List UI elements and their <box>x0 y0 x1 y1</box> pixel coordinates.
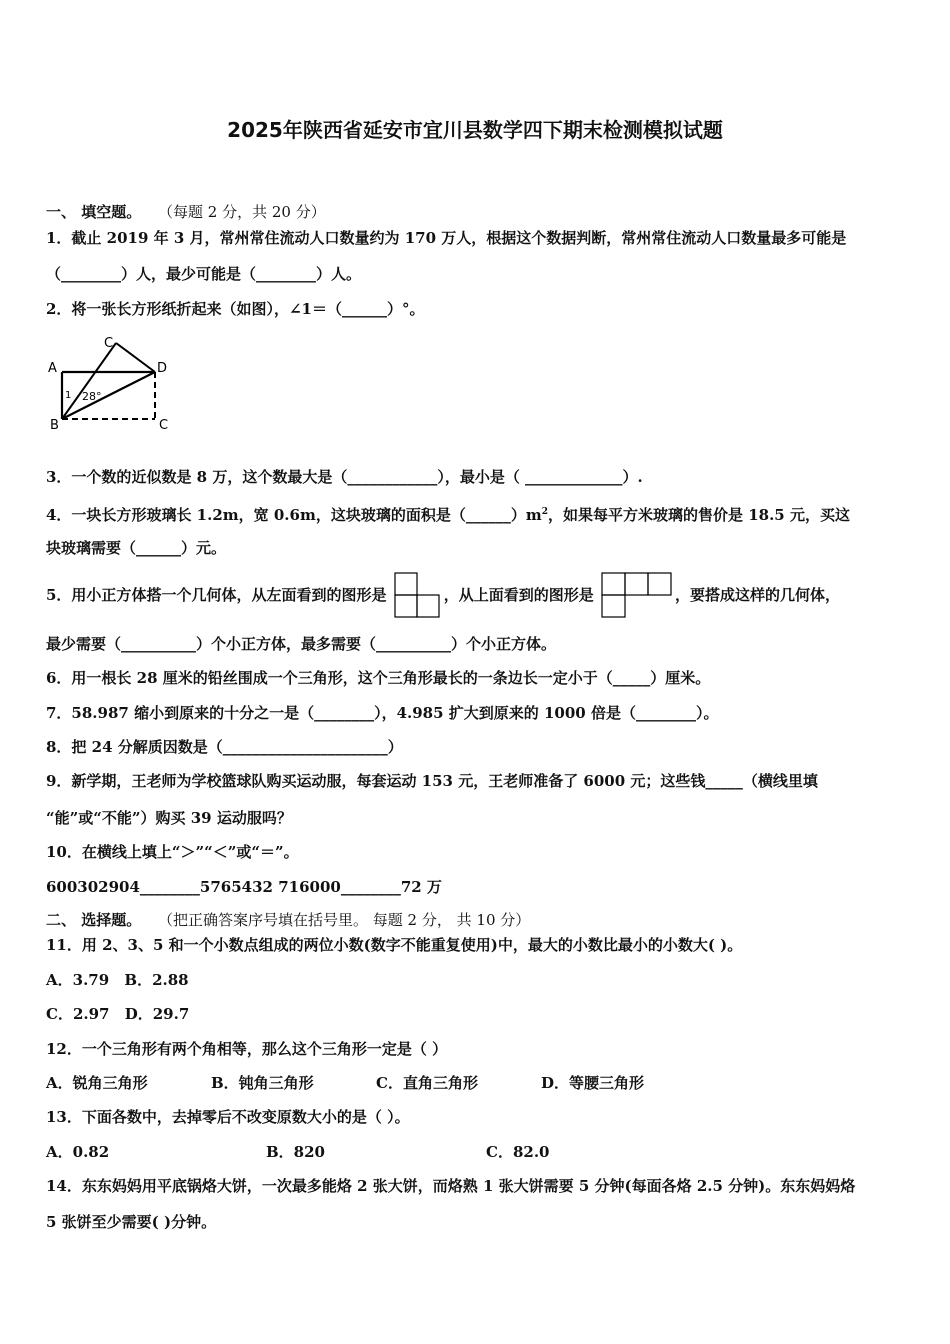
question-11-option-a[interactable]: A．3.79 <box>46 971 110 989</box>
question-11-option-b[interactable]: B．2.88 <box>124 971 189 989</box>
question-9-line-2: “能”或“不能”）购买 39 运动服吗？ <box>46 809 292 827</box>
section-2-title: 二、 选择题。 <box>46 911 142 929</box>
question-4-text-b: ，如果每平方米玻璃的售价是 18.5 元，买这 <box>547 506 850 524</box>
question-10: 10．在横线上填上“＞”“＜”或“＝”。 <box>46 843 299 861</box>
question-13-option-a[interactable]: A．0.82 <box>46 1143 110 1161</box>
question-5-line-1 <box>46 586 840 604</box>
figure-label-a: A <box>48 361 57 376</box>
figure-label-b: B <box>50 418 59 433</box>
question-11-options-row-2 <box>46 1005 189 1023</box>
question-5-part-2: ，从上面看到的图形是 <box>443 586 594 604</box>
question-13-option-c[interactable]: C．82.0 <box>486 1143 550 1161</box>
question-11: 11．用 2、3、5 和一个小数点组成的两位小数(数字不能重复使用)中，最大的小数比最小的小数大( )。 <box>46 936 743 954</box>
question-11-option-c[interactable]: C．2.97 <box>46 1005 110 1023</box>
question-9-line-1: 9．新学期，王老师为学校篮球队购买运动服，每套运动 153 元，王老师准备了 6000 元；这些钱_____（横线里填 <box>46 772 818 790</box>
question-12-option-c[interactable]: C．直角三角形 <box>376 1074 478 1092</box>
section-2-note: （把正确答案序号填在括号里。 每题 2 分， 共 10 分） <box>158 911 531 929</box>
question-11-options-row-1 <box>46 971 189 989</box>
question-5-part-3: ，要搭成这样的几何体， <box>674 586 840 604</box>
question-10-line-2: 600302904________5765432 716000________72 万 <box>46 878 442 896</box>
section-2-heading <box>46 911 530 929</box>
question-5-line-2: 最少需要（__________）个小正方体，最多需要（__________）个小正方体。 <box>46 635 557 653</box>
question-3: 3．一个数的近似数是 8 万，这个数最大是（____________），最小是（ _____________）. <box>46 468 643 486</box>
question-14-line-2: 5 张饼至少需要( )分钟。 <box>46 1213 217 1231</box>
question-4-line-1 <box>46 503 850 524</box>
question-12-option-a[interactable]: A．锐角三角形 <box>46 1074 148 1092</box>
folded-rectangle-figure <box>44 332 184 436</box>
figure-label-d: D <box>157 361 168 376</box>
question-12-option-d[interactable]: D．等腰三角形 <box>541 1074 645 1092</box>
question-12-options <box>46 1074 644 1092</box>
section-1-title: 一、 填空题。 <box>46 203 142 221</box>
question-1-line-1: 1．截止 2019 年 3 月，常州常住流动人口数量约为 170 万人，根据这个数据判断，常州常住流动人口数量最多可能是 <box>46 229 847 247</box>
question-5-part-1: 5．用小正方体搭一个几何体，从左面看到的图形是 <box>46 586 387 604</box>
question-11-option-d[interactable]: D．29.7 <box>124 1005 190 1023</box>
page-title: 2025年陕西省延安市宜川县数学四下期末检测模拟试题 <box>227 118 723 142</box>
question-13: 13．下面各数中，去掉零后不改变原数大小的是（ ）。 <box>46 1108 410 1126</box>
section-1-heading <box>46 203 326 221</box>
question-14-line-1: 14．东东妈妈用平底锅烙大饼，一次最多能烙 2 张大饼，而烙熟 1 张大饼需要 5 分钟(每面各烙 2.5 分钟)。东东妈妈烙 <box>46 1177 856 1195</box>
question-4-line-2: 块玻璃需要（______）元。 <box>46 539 227 557</box>
figure-label-c-bottom: C <box>159 418 169 433</box>
question-12-option-b[interactable]: B．钝角三角形 <box>211 1074 314 1092</box>
figure-label-28-degree: 28° <box>82 390 102 403</box>
left-view-figure <box>394 572 442 618</box>
question-8: 8．把 24 分解质因数是（______________________） <box>46 738 403 756</box>
question-4-superscript: 2 <box>541 507 548 517</box>
question-2: 2．将一张长方形纸折起来（如图），∠1＝（______）°。 <box>46 300 425 318</box>
question-13-option-b[interactable]: B．820 <box>266 1143 325 1161</box>
top-view-figure <box>601 572 673 618</box>
section-1-note: （每题 2 分，共 20 分） <box>158 203 326 221</box>
question-12: 12．一个三角形有两个角相等，那么这个三角形一定是（ ） <box>46 1040 448 1058</box>
figure-label-c-top: C <box>104 336 114 351</box>
question-6: 6．用一根长 28 厘米的铅丝围成一个三角形，这个三角形最长的一条边长一定小于（_____）厘米。 <box>46 669 711 687</box>
question-1-line-2: （________）人，最少可能是（________）人。 <box>46 265 362 283</box>
question-13-options <box>46 1143 549 1161</box>
question-4-text-a: 4．一块长方形玻璃长 1.2m，宽 0.6m，这块玻璃的面积是（______）m <box>46 506 542 524</box>
figure-label-angle-1: 1 <box>65 390 72 401</box>
question-7: 7．58.987 缩小到原来的十分之一是（________），4.985 扩大到原来的 1000 倍是（________）。 <box>46 704 719 722</box>
